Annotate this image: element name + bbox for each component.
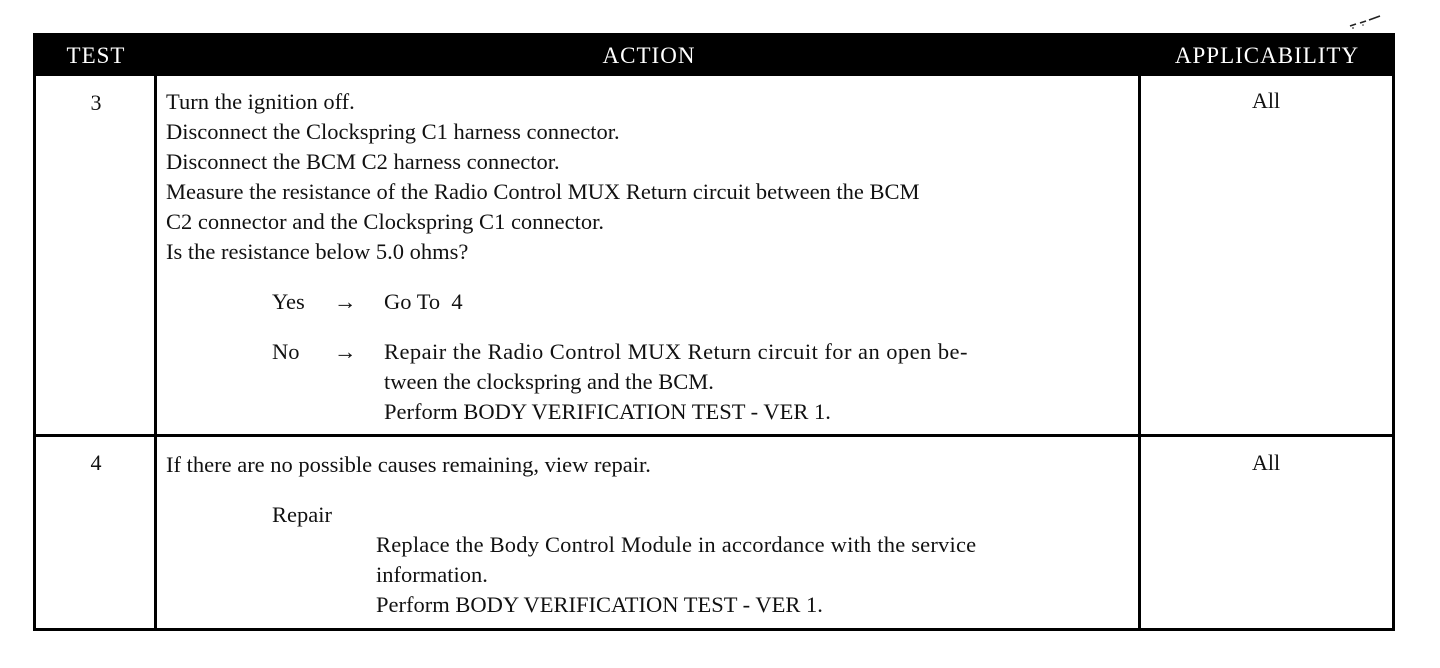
- action-instructions: [166, 87, 1138, 267]
- go-to-step: Go To 4: [384, 289, 463, 314]
- scan-artifact-mark: [1348, 14, 1382, 30]
- right-arrow-icon: →: [334, 339, 357, 364]
- no-label: No: [272, 339, 300, 364]
- action-line: Is the resistance below 5.0 ohms?: [166, 239, 469, 264]
- test-number: 4: [90, 450, 102, 475]
- action-line: Measure the resistance of the Radio Control MUX Return circuit between the BCM: [166, 179, 920, 204]
- action-line: C2 connector and the Clockspring C1 connector.: [166, 209, 605, 234]
- repair-label: Repair: [272, 502, 332, 527]
- repair-line: Perform BODY VERIFICATION TEST - VER 1.: [376, 592, 823, 617]
- right-arrow-icon: →: [334, 289, 357, 314]
- no-result-line: Perform BODY VERIFICATION TEST - VER 1.: [384, 399, 831, 424]
- yes-result: [384, 287, 1136, 317]
- applicability-value: All: [1251, 88, 1281, 113]
- no-result-line: Repair the Radio Control MUX Return circuit for an open be-: [384, 339, 968, 364]
- action-line: If there are no possible causes remaining, view repair.: [166, 452, 651, 477]
- test-number: 3: [90, 90, 102, 115]
- no-result: [384, 337, 1136, 427]
- header-test: TEST: [66, 43, 126, 68]
- header-applicability: APPLICABILITY: [1174, 43, 1360, 68]
- action-instructions: [166, 450, 1138, 480]
- repair-instructions: [376, 530, 1136, 620]
- action-line: Disconnect the BCM C2 harness connector.: [166, 149, 560, 174]
- repair-line: Replace the Body Control Module in accordance with the service: [376, 532, 977, 557]
- diagnostic-test-table: [33, 33, 1395, 631]
- table-row-test-3: [36, 76, 1392, 434]
- no-result-line: tween the clockspring and the BCM.: [384, 369, 714, 394]
- header-action: ACTION: [602, 43, 696, 68]
- repair-line: information.: [376, 562, 488, 587]
- table-row-test-4: [36, 437, 1392, 628]
- action-line: Disconnect the Clockspring C1 harness connector.: [166, 119, 620, 144]
- yes-label: Yes: [272, 289, 305, 314]
- table-header-row: [36, 36, 1392, 76]
- action-line: Turn the ignition off.: [166, 89, 355, 114]
- applicability-value: All: [1251, 450, 1281, 475]
